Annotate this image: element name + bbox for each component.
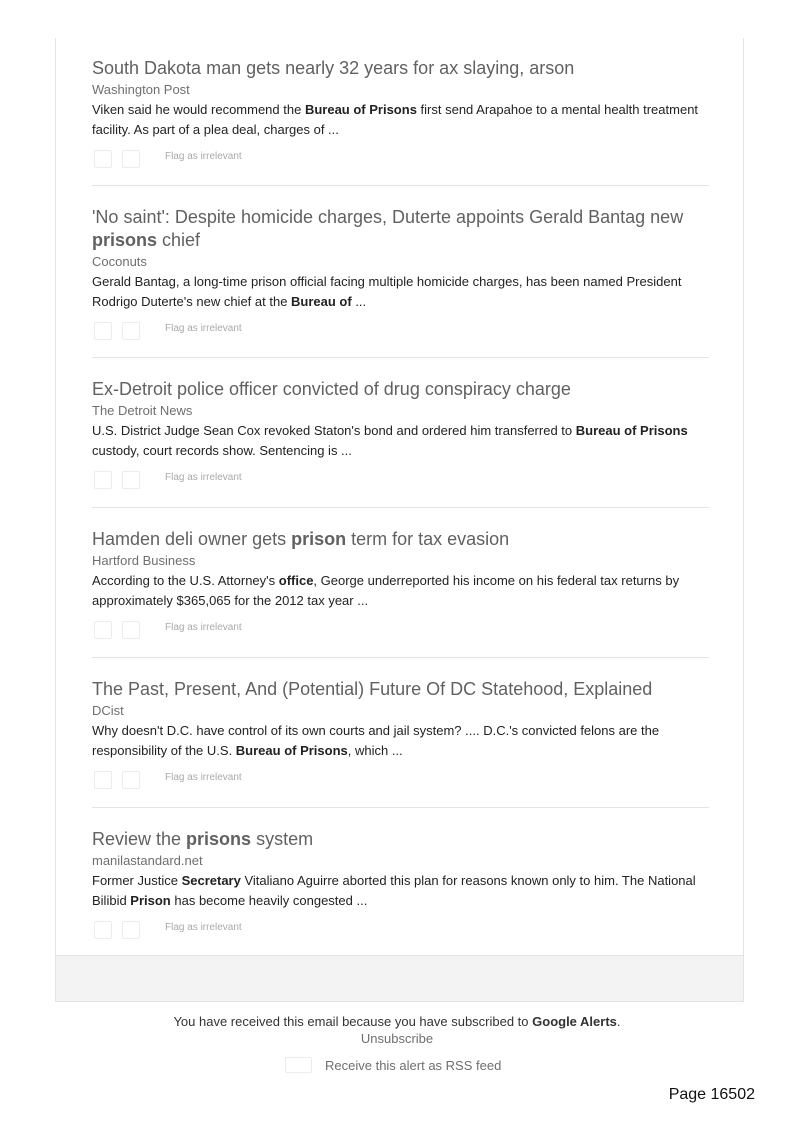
article-divider [92, 807, 709, 808]
snippet-highlight: Prison [130, 893, 171, 908]
share-icon[interactable] [122, 322, 140, 340]
article-item [92, 678, 709, 793]
snippet-text: Vitaliano Aguirre aborted this plan for reasons known only to him. The National Bilibid [92, 873, 696, 908]
snippet-highlight: Secretary [181, 873, 241, 888]
notice-prefix: You have received this email because you have subscribed to [173, 1014, 533, 1029]
snippet-text: , which ... [347, 743, 403, 758]
article-title-link[interactable] [92, 528, 709, 551]
article-divider [92, 357, 709, 358]
unsubscribe-link[interactable]: Unsubscribe [360, 1031, 434, 1046]
article-snippet [92, 100, 709, 140]
share-icon[interactable] [94, 621, 112, 639]
article-source: Coconuts [92, 254, 147, 269]
notice-brand: Google Alerts [532, 1014, 617, 1029]
article-snippet [92, 721, 709, 761]
snippet-text: Former Justice [92, 873, 182, 888]
article-item [92, 378, 709, 493]
article-divider [92, 507, 709, 508]
notice-suffix: . [616, 1014, 621, 1029]
article-actions [92, 150, 709, 172]
page-number: Page 16502 [668, 1086, 755, 1103]
flag-irrelevant-link[interactable]: Flag as irrelevant [165, 922, 242, 933]
title-text: Ex-Detroit police officer convicted of drug conspiracy charge [92, 379, 571, 399]
title-text: 'No saint': Despite homicide charges, Duterte appoints Gerald Bantag new [92, 207, 684, 227]
title-text: The Past, Present, And (Potential) Future Of DC Statehood, Explained [92, 679, 653, 699]
title-highlight: prison [291, 529, 347, 549]
snippet-highlight: Bureau of Prisons [575, 423, 688, 438]
article-snippet [92, 871, 709, 911]
share-icon[interactable] [94, 150, 112, 168]
article-item [92, 57, 709, 172]
article-snippet [92, 571, 709, 611]
article-title-link[interactable] [92, 206, 709, 252]
share-icon[interactable] [122, 150, 140, 168]
share-icon[interactable] [122, 771, 140, 789]
article-divider [92, 185, 709, 186]
flag-irrelevant-link[interactable]: Flag as irrelevant [165, 151, 242, 162]
share-icon[interactable] [94, 771, 112, 789]
unsubscribe-row [0, 1030, 794, 1047]
article-item [92, 828, 709, 943]
article-title-link[interactable] [92, 678, 709, 701]
share-icon[interactable] [94, 921, 112, 939]
article-source: The Detroit News [92, 403, 193, 418]
flag-irrelevant-link[interactable]: Flag as irrelevant [165, 772, 242, 783]
snippet-text: , George underreported his income on his federal tax returns by approximately $365,065 for the 2012 tax year ... [92, 573, 680, 608]
snippet-text: custody, court records show. Sentencing is ... [92, 443, 352, 458]
title-text: chief [157, 230, 201, 250]
share-icon[interactable] [94, 471, 112, 489]
title-text: term for tax evasion [346, 529, 510, 549]
snippet-highlight: Bureau of [291, 294, 352, 309]
article-title-link[interactable] [92, 828, 709, 851]
article-snippet [92, 421, 709, 461]
rss-feed-link[interactable]: Receive this alert as RSS feed [325, 1058, 502, 1073]
rss-icon[interactable] [285, 1057, 312, 1073]
share-icon[interactable] [122, 921, 140, 939]
article-snippet [92, 272, 709, 312]
article-source: DCist [92, 703, 124, 718]
flag-irrelevant-link[interactable]: Flag as irrelevant [165, 323, 242, 334]
snippet-text: Gerald Bantag, a long-time prison official facing multiple homicide charges, has been named President Rodrigo Duterte's new chief at the [92, 274, 682, 309]
share-icon[interactable] [122, 471, 140, 489]
article-title-link[interactable] [92, 57, 709, 80]
article-title-link[interactable] [92, 378, 709, 401]
article-actions [92, 771, 709, 793]
title-text: South Dakota man gets nearly 32 years for ax slaying, arson [92, 58, 575, 78]
article-source: Hartford Business [92, 553, 196, 568]
article-actions [92, 621, 709, 643]
title-highlight: prisons [92, 230, 158, 250]
snippet-text: first send Arapahoe to a mental health treatment facility. As part of a plea deal, charges of ... [92, 102, 699, 137]
snippet-text: ... [351, 294, 367, 309]
snippet-text: has become heavily congested ... [170, 893, 368, 908]
title-text: system [251, 829, 314, 849]
share-icon[interactable] [94, 322, 112, 340]
snippet-highlight: Bureau of Prisons [235, 743, 348, 758]
article-actions [92, 471, 709, 493]
title-text: Review the [92, 829, 187, 849]
snippet-text: U.S. District Judge Sean Cox revoked Staton's bond and ordered him transferred to [92, 423, 576, 438]
snippet-text: Why doesn't D.C. have control of its own courts and jail system? .... D.C.'s convicted felons are the responsibility of the U.S. [92, 723, 660, 758]
flag-irrelevant-link[interactable]: Flag as irrelevant [165, 622, 242, 633]
article-item [92, 206, 709, 344]
article-item [92, 528, 709, 643]
subscription-notice [0, 1013, 794, 1030]
article-divider [92, 657, 709, 658]
card-footer-band [56, 955, 743, 1002]
article-actions [92, 322, 709, 344]
title-highlight: prisons [186, 829, 252, 849]
share-icon[interactable] [122, 621, 140, 639]
article-source: manilastandard.net [92, 853, 203, 868]
flag-irrelevant-link[interactable]: Flag as irrelevant [165, 472, 242, 483]
snippet-highlight: Bureau of Prisons [304, 102, 417, 117]
article-source: Washington Post [92, 82, 190, 97]
article-actions [92, 921, 709, 943]
snippet-text: According to the U.S. Attorney's [92, 573, 279, 588]
snippet-highlight: office [278, 573, 314, 588]
title-text: Hamden deli owner gets [92, 529, 292, 549]
snippet-text: Viken said he would recommend the [92, 102, 305, 117]
